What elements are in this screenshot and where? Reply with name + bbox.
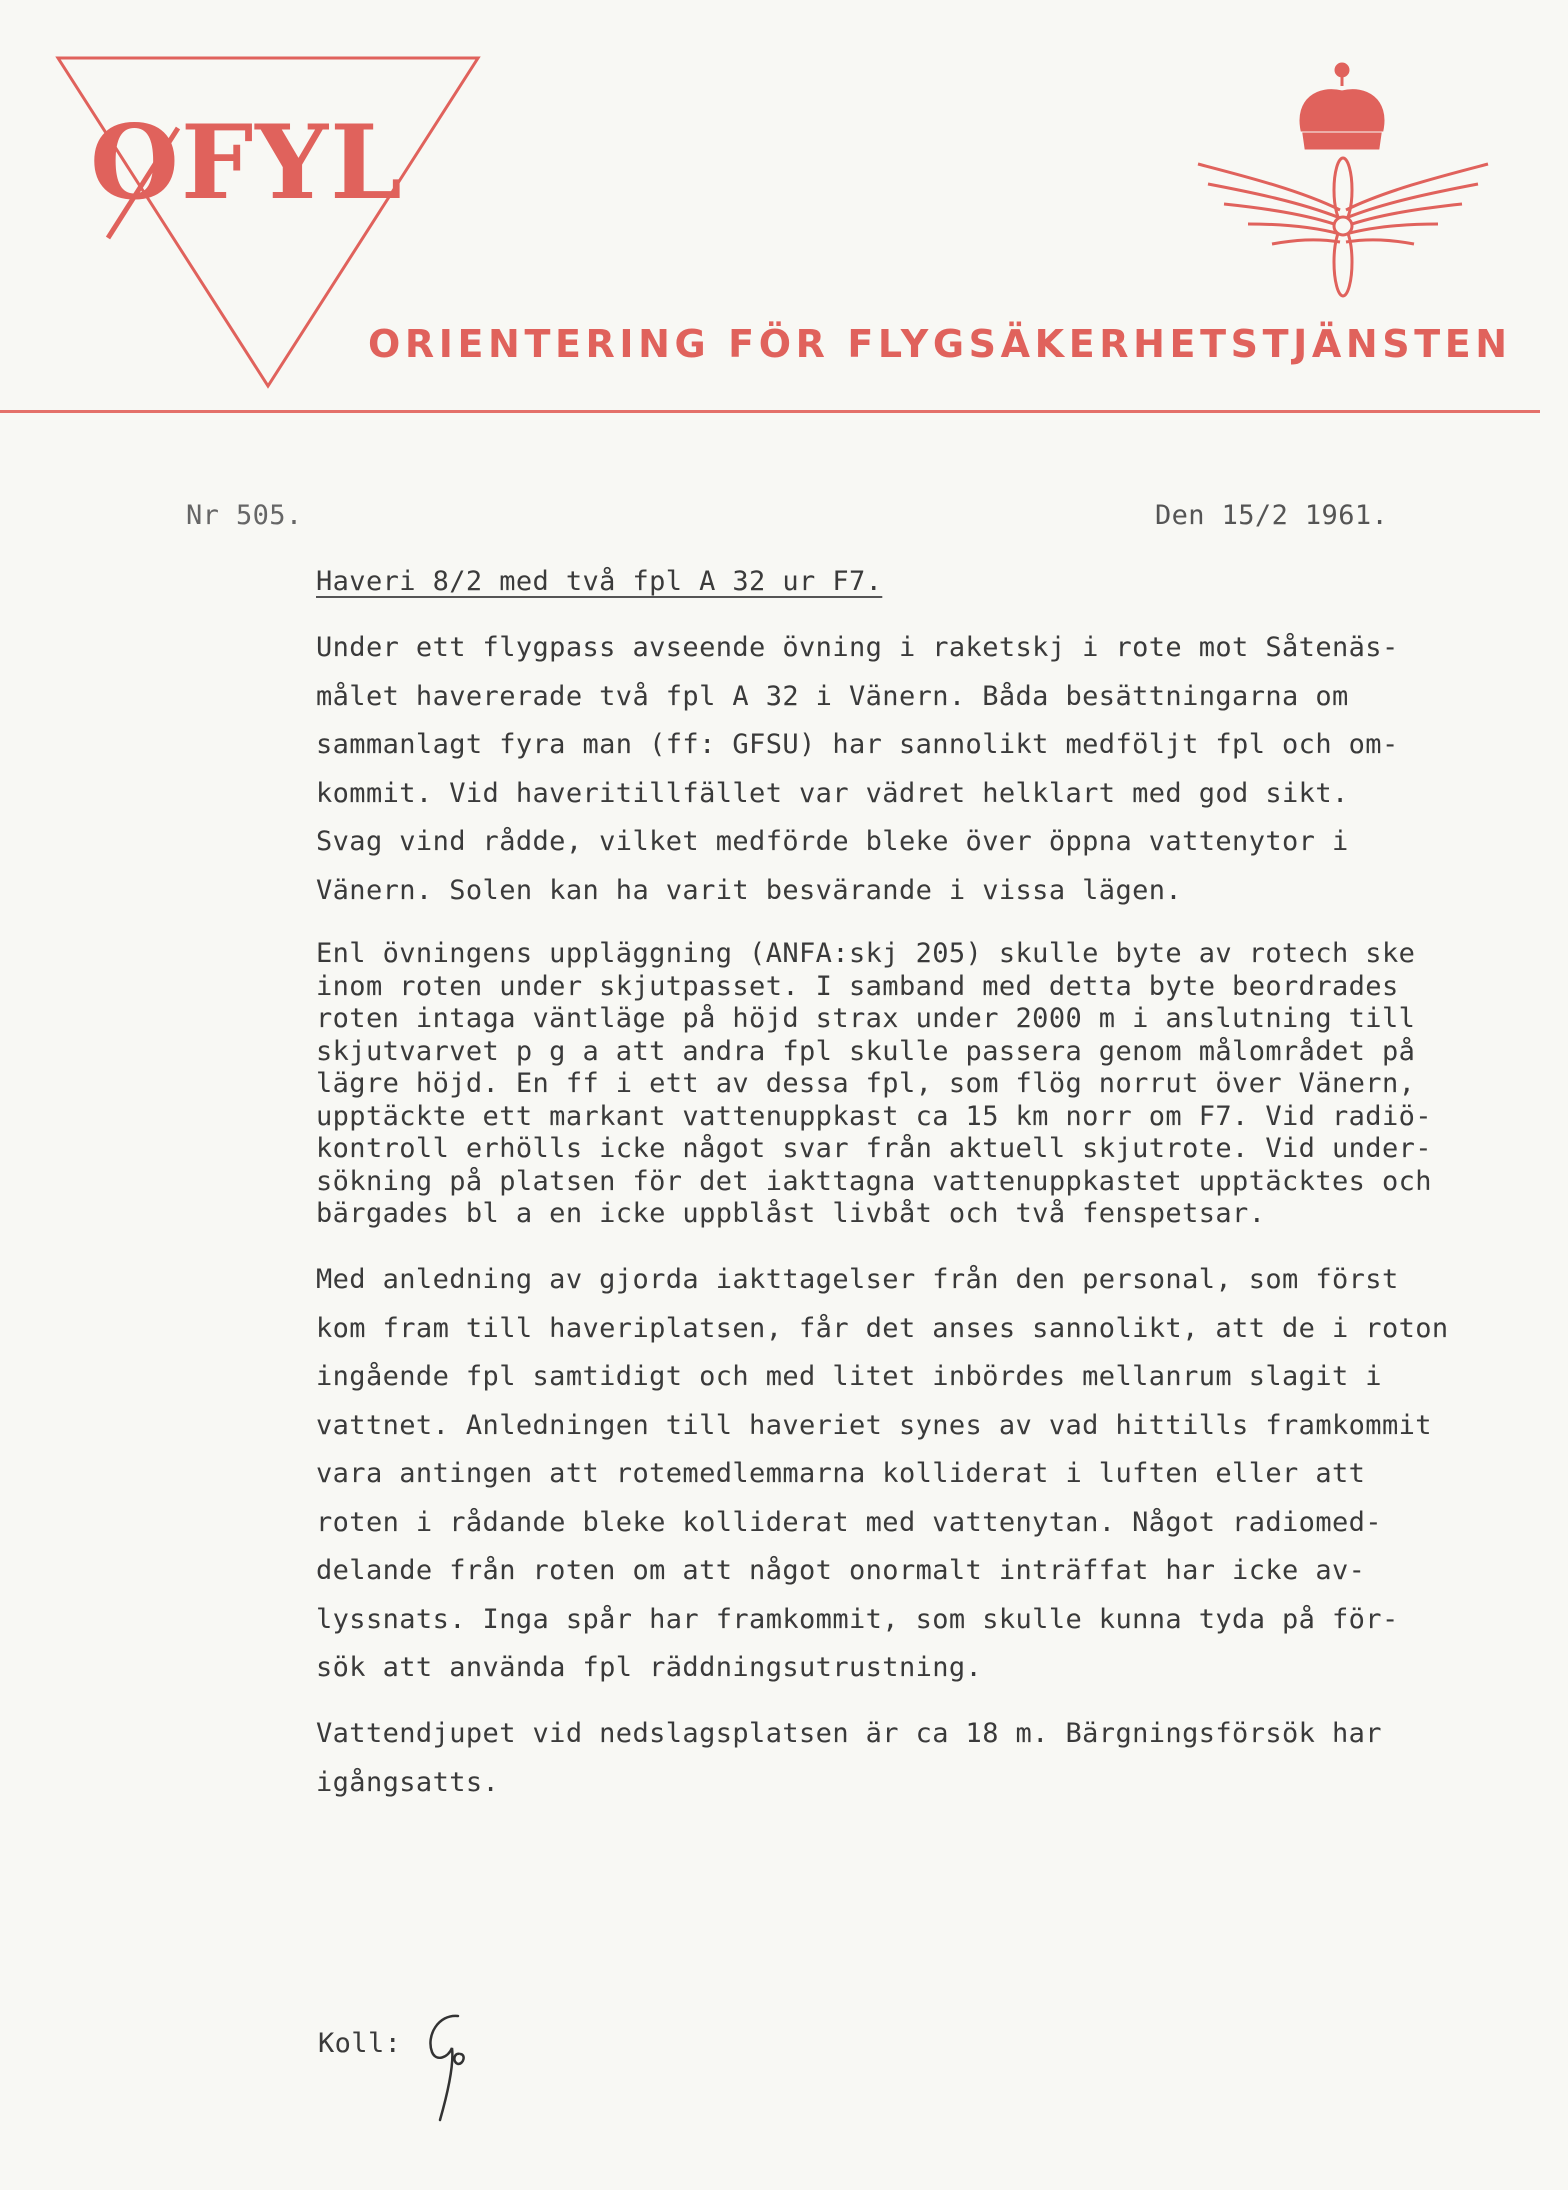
text-line: kommit. Vid haveritillfället var vädret helklart med god sikt. [316, 777, 1349, 809]
text-line: sammanlagt fyra man (ff: GFSU) har sannolikt medföljt fpl och om- [316, 729, 1399, 760]
text-line: sök att använda fpl räddningsutrustning. [316, 1652, 983, 1683]
crown-winged-propeller-icon [1198, 64, 1488, 296]
text-line: bärgades bl a en icke uppblåst livbåt och två fenspetsar. [316, 1198, 1266, 1229]
document-date: Den 15/2 1961. [1155, 500, 1389, 531]
text-line: upptäckte ett markant vattenuppkast ca 15 km norr om F7. Vid radiö- [316, 1100, 1432, 1132]
text-line: sökning på platsen för det iakttagna vattenuppkastet upptäcktes och [316, 1165, 1432, 1197]
logo-wordmark: OFYL [90, 103, 404, 223]
handwritten-signature [418, 2008, 478, 2128]
subject-line: Haveri 8/2 med två fpl A 32 ur F7. [316, 566, 883, 597]
text-line: kom fram till haveriplatsen, får det anses sannolikt, att de i roton [316, 1312, 1449, 1344]
text-line: skjutvarvet p g a att andra fpl skulle passera genom målområdet på [316, 1035, 1416, 1067]
text-line: igångsatts. [316, 1766, 500, 1798]
checked-by-label: Koll: [318, 2028, 402, 2059]
organization-name: ORIENTERING FÖR FLYGSÄKERHETSTJÄNSTEN [368, 322, 1512, 366]
text-line: Enl övningens uppläggning (ANFA:skj 205) skulle byte av rotech ske [316, 938, 1416, 969]
text-line: ingående fpl samtidigt och med litet inbördes mellanrum slagit i [316, 1361, 1382, 1392]
text-line: roten intaga väntläge på höjd strax under 2000 m i anslutning till [316, 1003, 1416, 1034]
paragraph-4 [316, 1710, 1382, 1807]
text-line: Vänern. Solen kan ha varit besvärande i vissa lägen. [316, 874, 1183, 906]
letterhead-divider [0, 410, 1540, 413]
text-line: kontroll erhölls icke något svar från aktuell skjutrote. Vid under- [316, 1133, 1432, 1164]
text-line: målet havererade två fpl A 32 i Vänern. Båda besättningarna om [316, 680, 1349, 712]
text-line: Under ett flygpass avseende övning i raketskj i rote mot Såtenäs- [316, 632, 1399, 663]
text-line: Svag vind rådde, vilket medförde bleke över öppna vattenytor i [316, 826, 1349, 857]
text-line: Med anledning av gjorda iakttagelser från den personal, som först [316, 1264, 1399, 1295]
text-line: delande från roten om att något onormalt inträffat har icke av- [316, 1555, 1366, 1586]
document-number: Nr 505. [186, 500, 303, 531]
text-line: Vattendjupet vid nedslagsplatsen är ca 18 m. Bärgningsförsök har [316, 1718, 1382, 1749]
text-line: lyssnats. Inga spår har framkommit, som skulle kunna tyda på för- [316, 1603, 1399, 1635]
text-line: vara antingen att rotemedlemmarna kolliderat i luften eller att [316, 1458, 1366, 1489]
text-line: vattnet. Anledningen till haveriet synes av vad hittills framkommit [316, 1409, 1432, 1441]
text-line: lägre höjd. En ff i ett av dessa fpl, som flög norrut över Vänern, [316, 1068, 1416, 1099]
paragraph-2 [316, 938, 1432, 1231]
text-line: inom roten under skjutpasset. I samband med detta byte beordrades [316, 970, 1399, 1002]
text-line: roten i rådande bleke kolliderat med vattenytan. Något radiomed- [316, 1506, 1382, 1538]
paragraph-3 [316, 1256, 1449, 1693]
paragraph-1 [316, 624, 1399, 915]
